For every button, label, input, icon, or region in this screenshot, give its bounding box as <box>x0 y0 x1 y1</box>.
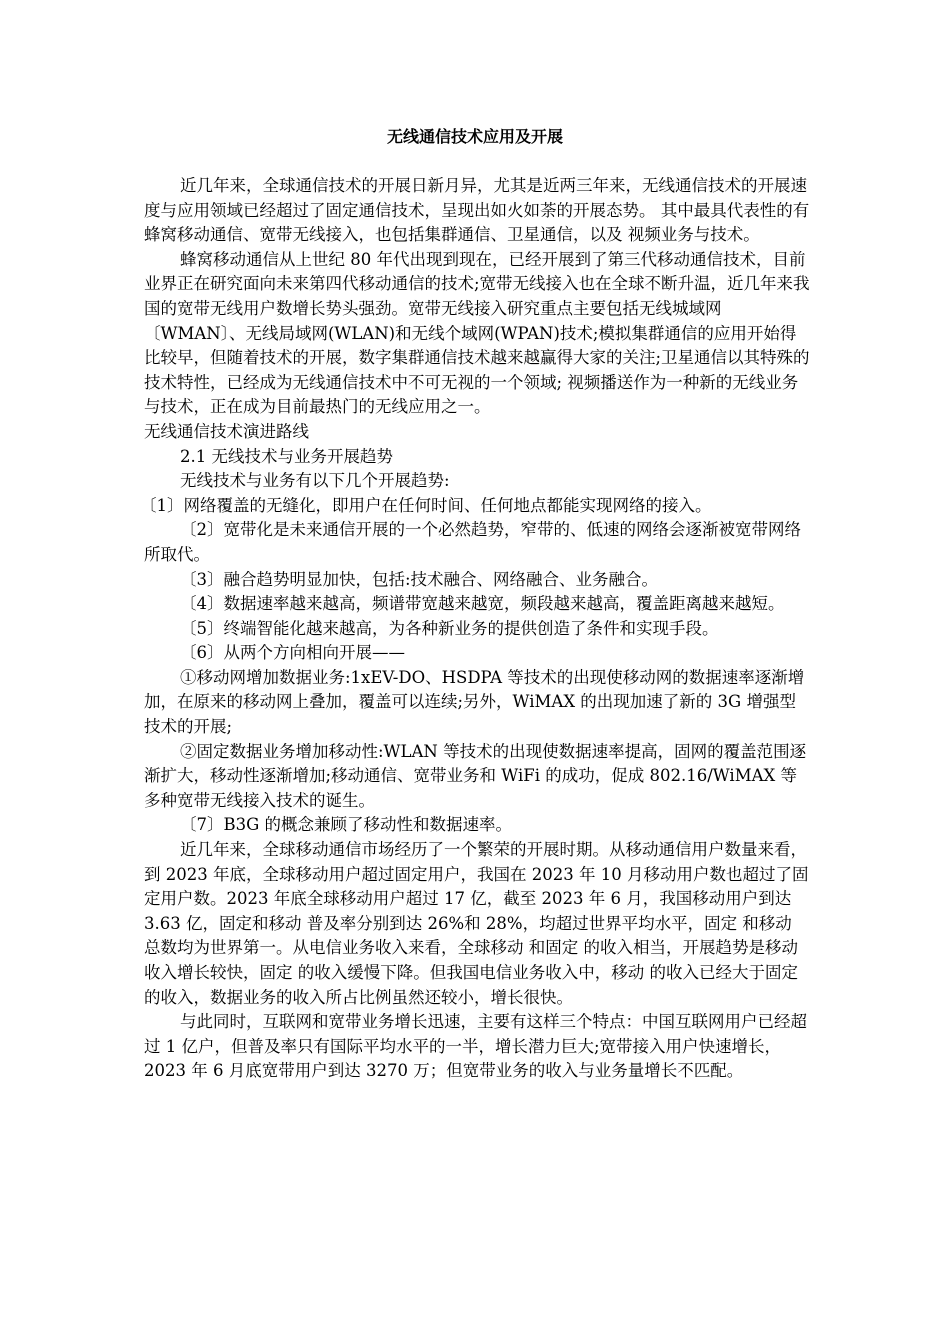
paragraph: 近几年来，全球通信技术的开展日新月异，尤其是近两三年来，无线通信技术的开展速度与应用领域已经超过了固定通信技术，呈现出如火如荼的开展态势。 其中最具代表性的有蜂窝移动通信、宽带无线接入，也包括集群通信、卫星通信，以及 视频业务与技术。 <box>144 176 810 245</box>
paragraph: 近几年来，全球移动通信市场经历了一个繁荣的开展时期。从移动通信用户数量来看，到 2023 年底，全球移动用户超过固定用户，我国在 2023 年 10 月移动用户数也超过了固定用户数。2023 年底全球移动用户超过 17 亿，截至 2023 年 6 月，我国移动用户到达 3.63 亿，固定和移动 普及率分别到达 26%和 28%，均超过世界平均水平，固定 和移动 总数均为世界第一。从电信业务收入来看，全球移动 和固定 的收入相当，开展趋势是移动 收入增长较快，固定 的收入缓慢下降。但我国电信业务收入中，移动 的收入已经大于固定 的收入，数据业务的收入所占比例虽然还较小，增长很快。 <box>144 840 809 1007</box>
list-item: 〔2〕宽带化是未来通信开展的一个必然趋势，窄带的、低速的网络会逐渐被宽带网络所取代。 <box>144 520 801 564</box>
list-item: 〔7〕B3G 的概念兼顾了移动性和数据速率。 <box>180 815 513 835</box>
list-item: 〔3〕融合趋势明显加快，包括:技术融合、网络融合、业务融合。 <box>180 569 659 589</box>
subsection-heading: 2.1 无线技术与业务开展趋势 <box>180 446 393 466</box>
document-title: 无线通信技术应用及开展 <box>386 127 563 146</box>
paragraph: 与此同时，互联网和宽带业务增长迅速，主要有这样三个特点：中国互联网用户已经超过 1 亿户，但普及率只有国际平均水平的一半，增长潜力巨大;宽带接入用户快速增长，2023 年 6 月底宽带用户到达 3270 万；但宽带业务的收入与业务量增长不匹配。 <box>144 1012 807 1081</box>
paragraph: 蜂窝移动通信从上世纪 80 年代出现到现在，已经开展到了第三代移动通信技术，目前业界正在研究面向未来第四代移动通信的技术;宽带无线接入也在全球不断升温，近几年来我国的宽带无线用户数增长势头强劲。宽带无线接入研究重点主要包括无线城域网〔WMAN〕、无线局域网(WLAN)和无线个域网(WPAN)技术;模拟集群通信的应用开始得比较早，但随着技术的开展，数字集群通信技术越来越赢得大家的关注;卫星通信以其特殊的技术特性，已经成为无线通信技术中不可无视的一个领域; 视频播送作为一种新的无线业务与技术，正在成为目前最热门的无线应用之一。 <box>144 249 810 417</box>
list-item: 〔4〕数据速率越来越高，频谱带宽越来越宽，频段越来越高，覆盖距离越来越短。 <box>180 594 785 614</box>
list-item: ①移动网增加数据业务:1xEV-DO、HSDPA 等技术的出现使移动网的数据速率逐渐增加，在原来的移动网上叠加，覆盖可以连续;另外，WiMAX 的出现加速了新的 3G 增强型技术的开展; <box>144 667 805 737</box>
list-item: ②固定数据业务增加移动性:WLAN 等技术的出现使数据速率提高，固网的覆盖范围逐渐扩大，移动性逐渐增加;移动通信、宽带业务和 WiFi 的成功，促成 802.16/WiMAX 等多种宽带无线接入技术的诞生。 <box>144 741 807 810</box>
document-body <box>140 174 810 1084</box>
list-item: 〔5〕终端智能化越来越高，为各种新业务的提供创造了条件和实现手段。 <box>180 618 719 638</box>
section-heading: 无线通信技术演进路线 <box>144 421 309 441</box>
list-item: 〔6〕从两个方向相向开展—— <box>180 643 405 663</box>
paragraph: 无线技术与业务有以下几个开展趋势: <box>180 471 450 491</box>
list-item: 〔1〕网络覆盖的无缝化，即用户在任何时间、任何地点都能实现网络的接入。 <box>140 495 712 515</box>
